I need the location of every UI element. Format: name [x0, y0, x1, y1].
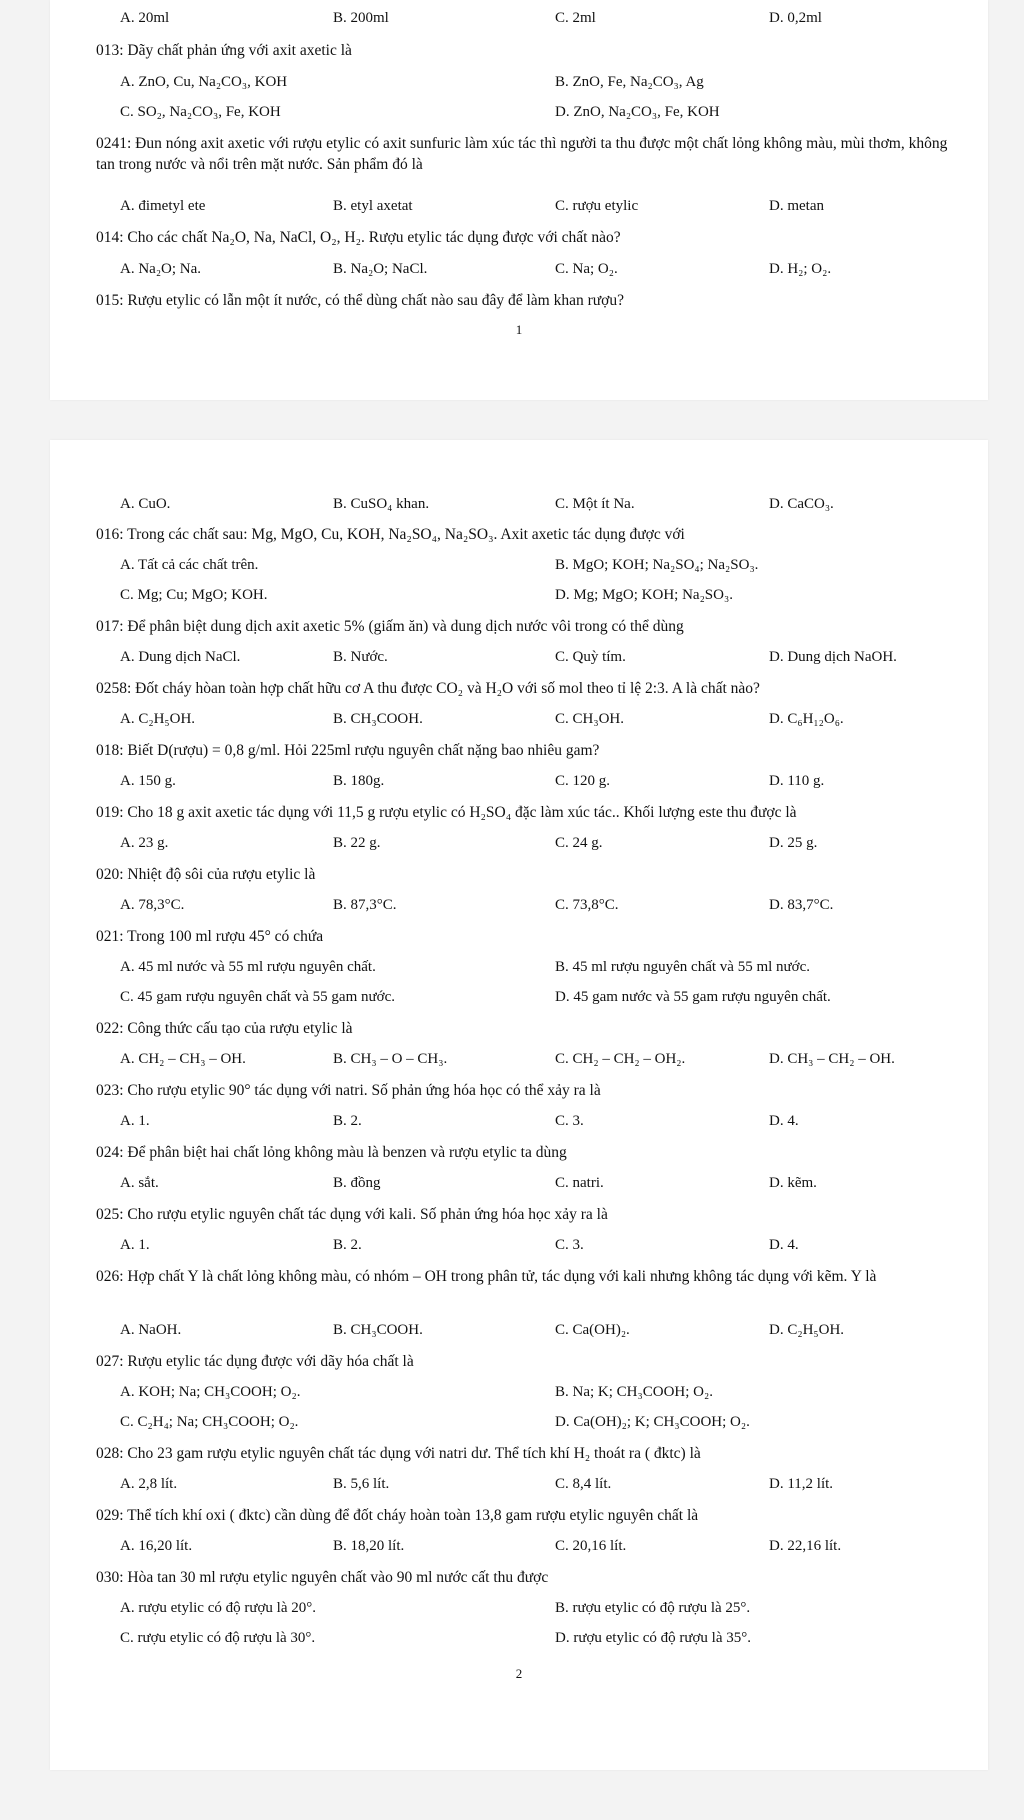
q024-option-d[interactable]: D. kẽm. — [769, 1175, 817, 1191]
q016-option-d[interactable]: D. Mg; MgO; KOH; Na₂SO₃. — [555, 587, 733, 603]
q025-option-b[interactable]: B. 2. — [333, 1237, 362, 1253]
q020-option-d[interactable]: D. 83,7°C. — [769, 897, 834, 913]
q025-option-d[interactable]: D. 4. — [769, 1237, 799, 1253]
q029-option-b[interactable]: B. 18,20 lít. — [333, 1538, 405, 1554]
q030-option-c[interactable]: C. rượu etylic có độ rượu là 30°. — [120, 1630, 316, 1646]
question-028: 028: Cho 23 gam rượu etylic nguyên chất tác dụng với natri dư. Thể tích khí H₂ thoát ra ( đktc) là — [96, 1445, 701, 1462]
question-015: 015: Rượu etylic có lẫn một ít nước, có thể dùng chất nào sau đây để làm khan rượu? — [96, 292, 625, 309]
q023-option-b[interactable]: B. 2. — [333, 1113, 362, 1129]
question-025: 025: Cho rượu etylic nguyên chất tác dụng với kali. Số phản ứng hóa học xảy ra là — [96, 1206, 608, 1223]
q019-option-b[interactable]: B. 22 g. — [333, 835, 381, 851]
q030-option-b[interactable]: B. rượu etylic có độ rượu là 25°. — [555, 1600, 751, 1616]
q024-option-c[interactable]: C. natri. — [555, 1175, 604, 1191]
q026-option-c[interactable]: C. Ca(OH)₂. — [555, 1322, 630, 1338]
q029-option-d[interactable]: D. 22,16 lít. — [769, 1538, 842, 1554]
q017-option-c[interactable]: C. Quỳ tím. — [555, 649, 626, 665]
q018-option-a[interactable]: A. 150 g. — [120, 773, 176, 789]
q016-option-c[interactable]: C. Mg; Cu; MgO; KOH. — [120, 587, 268, 603]
option-c[interactable]: C. 2ml — [555, 10, 596, 26]
q014-option-d[interactable]: D. H₂; O₂. — [769, 261, 832, 277]
question-020: 020: Nhiệt độ sôi của rượu etylic là — [96, 866, 316, 883]
q018-option-b[interactable]: B. 180g. — [333, 773, 385, 789]
q022-option-d[interactable]: D. CH₃ – CH₂ – OH. — [769, 1051, 895, 1067]
question-026: 026: Hợp chất Y là chất lỏng không màu, có nhóm – OH trong phân tử, tác dụng với kali nhưng không tác dụng với kẽm. Y là — [96, 1268, 877, 1285]
question-013: 013: Dãy chất phản ứng với axit axetic là — [96, 42, 352, 59]
q024-option-b[interactable]: B. đồng — [333, 1175, 381, 1191]
document-page-1 — [50, 0, 988, 400]
question-023: 023: Cho rượu etylic 90° tác dụng với natri. Số phản ứng hóa học có thể xảy ra là — [96, 1082, 601, 1099]
q014-option-b[interactable]: B. Na₂O; NaCl. — [333, 261, 428, 277]
q024-option-a[interactable]: A. sắt. — [120, 1175, 159, 1191]
q017-option-d[interactable]: D. Dung dịch NaOH. — [769, 649, 897, 665]
question-014: 014: Cho các chất Na₂O, Na, NaCl, O₂, H₂. Rượu etylic tác dụng được với chất nào? — [96, 229, 621, 246]
q013-option-b[interactable]: B. ZnO, Fe, Na₂CO₃, Ag — [555, 74, 704, 90]
q015-option-a[interactable]: A. CuO. — [120, 496, 171, 512]
q018-option-d[interactable]: D. 110 g. — [769, 773, 825, 789]
q014-option-a[interactable]: A. Na₂O; Na. — [120, 261, 202, 277]
q0241-option-c[interactable]: C. rượu etylic — [555, 198, 639, 214]
question-027: 027: Rượu etylic tác dụng được với dãy hóa chất là — [96, 1353, 414, 1370]
q013-option-a[interactable]: A. ZnO, Cu, Na₂CO₃, KOH — [120, 74, 288, 90]
q0258-option-a[interactable]: A. C₂H₅OH. — [120, 711, 196, 727]
question-016: 016: Trong các chất sau: Mg, MgO, Cu, KOH, Na₂SO₄, Na₂SO₃. Axit axetic tác dụng được với — [96, 526, 685, 543]
q022-option-a[interactable]: A. CH₂ – CH₃ – OH. — [120, 1051, 246, 1067]
option-d[interactable]: D. 0,2ml — [769, 10, 822, 26]
q015-option-b[interactable]: B. CuSO₄ khan. — [333, 496, 430, 512]
q026-option-a[interactable]: A. NaOH. — [120, 1322, 182, 1338]
q028-option-c[interactable]: C. 8,4 lít. — [555, 1476, 612, 1492]
q029-option-c[interactable]: C. 20,16 lít. — [555, 1538, 627, 1554]
q030-option-a[interactable]: A. rượu etylic có độ rượu là 20°. — [120, 1600, 316, 1616]
q028-option-b[interactable]: B. 5,6 lít. — [333, 1476, 390, 1492]
q0258-option-d[interactable]: D. C₆H₁₂O₆. — [769, 711, 844, 727]
q025-option-a[interactable]: A. 1. — [120, 1237, 150, 1253]
question-017: 017: Để phân biệt dung dịch axit axetic 5% (giấm ăn) và dung dịch nước vôi trong có thể dùng — [96, 618, 684, 635]
q029-option-a[interactable]: A. 16,20 lít. — [120, 1538, 193, 1554]
q016-option-b[interactable]: B. MgO; KOH; Na₂SO₄; Na₂SO₃. — [555, 557, 759, 573]
question-0241: 0241: Đun nóng axit axetic với rượu etylic có axit sunfuric làm xúc tác thì người ta thu được một chất lỏng không màu, mùi thơm, không tan trong nước và nổi trên mặt nước. Sản phẩm đó là — [96, 135, 948, 173]
q020-option-b[interactable]: B. 87,3°C. — [333, 897, 397, 913]
question-0258: 0258: Đốt cháy hòan toàn hợp chất hữu cơ A thu được CO₂ và H₂O với số mol theo tỉ lệ 2:3. A là chất nào? — [96, 680, 760, 697]
q023-option-a[interactable]: A. 1. — [120, 1113, 150, 1129]
page-number: 1 — [515, 322, 523, 337]
q025-option-c[interactable]: C. 3. — [555, 1237, 584, 1253]
q018-option-c[interactable]: C. 120 g. — [555, 773, 611, 789]
q027-option-b[interactable]: B. Na; K; CH₃COOH; O₂. — [555, 1384, 713, 1400]
q020-option-a[interactable]: A. 78,3°C. — [120, 897, 185, 913]
q0241-option-d[interactable]: D. metan — [769, 198, 824, 214]
q019-option-c[interactable]: C. 24 g. — [555, 835, 603, 851]
q014-option-c[interactable]: C. Na; O₂. — [555, 261, 618, 277]
q026-option-b[interactable]: B. CH₃COOH. — [333, 1322, 423, 1338]
q0258-option-b[interactable]: B. CH₃COOH. — [333, 711, 423, 727]
q030-option-d[interactable]: D. rượu etylic có độ rượu là 35°. — [555, 1630, 751, 1646]
page-number: 2 — [515, 1666, 523, 1681]
document-page-2 — [50, 440, 988, 1770]
option-a[interactable]: A. 20ml — [120, 10, 170, 26]
q0258-option-c[interactable]: C. CH₃OH. — [555, 711, 624, 727]
q028-option-a[interactable]: A. 2,8 lít. — [120, 1476, 178, 1492]
question-021: 021: Trong 100 ml rượu 45° có chứa — [96, 928, 324, 945]
q013-option-c[interactable]: C. SO₂, Na₂CO₃, Fe, KOH — [120, 104, 281, 120]
q027-option-c[interactable]: C. C₂H₄; Na; CH₃COOH; O₂. — [120, 1414, 299, 1430]
q022-option-b[interactable]: B. CH₃ – O – CH₃. — [333, 1051, 448, 1067]
q019-option-a[interactable]: A. 23 g. — [120, 835, 169, 851]
q027-option-d[interactable]: D. Ca(OH)₂; K; CH₃COOH; O₂. — [555, 1414, 750, 1430]
q021-option-c[interactable]: C. 45 gam rượu nguyên chất và 55 gam nước. — [120, 989, 395, 1005]
q017-option-a[interactable]: A. Dung dịch NaCl. — [120, 649, 241, 665]
q021-option-d[interactable]: D. 45 gam nước và 55 gam rượu nguyên chất. — [555, 989, 831, 1005]
question-029: 029: Thể tích khí oxi ( đktc) cần dùng để đốt cháy hoàn toàn 13,8 gam rượu etylic nguyên chất là — [96, 1507, 699, 1524]
q015-option-d[interactable]: D. CaCO₃. — [769, 496, 834, 512]
q013-option-d[interactable]: D. ZnO, Na₂CO₃, Fe, KOH — [555, 104, 720, 120]
q027-option-a[interactable]: A. KOH; Na; CH₃COOH; O₂. — [120, 1384, 301, 1400]
q0241-option-b[interactable]: B. etyl axetat — [333, 198, 413, 214]
q015-option-c[interactable]: C. Một ít Na. — [555, 496, 635, 512]
q026-option-d[interactable]: D. C₂H₅OH. — [769, 1322, 845, 1338]
q023-option-c[interactable]: C. 3. — [555, 1113, 584, 1129]
question-018: 018: Biết D(rượu) = 0,8 g/ml. Hỏi 225ml rượu nguyên chất nặng bao nhiêu gam? — [96, 742, 600, 759]
q021-option-a[interactable]: A. 45 ml nước và 55 ml rượu nguyên chất. — [120, 959, 376, 975]
question-024: 024: Để phân biệt hai chất lỏng không màu là benzen và rượu etylic ta dùng — [96, 1144, 567, 1161]
q020-option-c[interactable]: C. 73,8°C. — [555, 897, 619, 913]
q023-option-d[interactable]: D. 4. — [769, 1113, 799, 1129]
q021-option-b[interactable]: B. 45 ml rượu nguyên chất và 55 ml nước. — [555, 959, 810, 975]
q022-option-c[interactable]: C. CH₂ – CH₂ – OH₂. — [555, 1051, 686, 1067]
q016-option-a[interactable]: A. Tất cả các chất trên. — [120, 557, 259, 573]
q0241-option-a[interactable]: A. đimetyl ete — [120, 198, 206, 214]
q017-option-b[interactable]: B. Nước. — [333, 649, 388, 665]
q028-option-d[interactable]: D. 11,2 lít. — [769, 1476, 834, 1492]
question-019: 019: Cho 18 g axit axetic tác dụng với 11,5 g rượu etylic có H₂SO₄ đặc làm xúc tác.. Khối lượng este thu được là — [96, 804, 797, 821]
option-b[interactable]: B. 200ml — [333, 10, 389, 26]
q019-option-d[interactable]: D. 25 g. — [769, 835, 818, 851]
question-022: 022: Công thức cấu tạo của rượu etylic là — [96, 1020, 353, 1037]
question-030: 030: Hòa tan 30 ml rượu etylic nguyên chất vào 90 ml nước cất thu được — [96, 1569, 549, 1586]
